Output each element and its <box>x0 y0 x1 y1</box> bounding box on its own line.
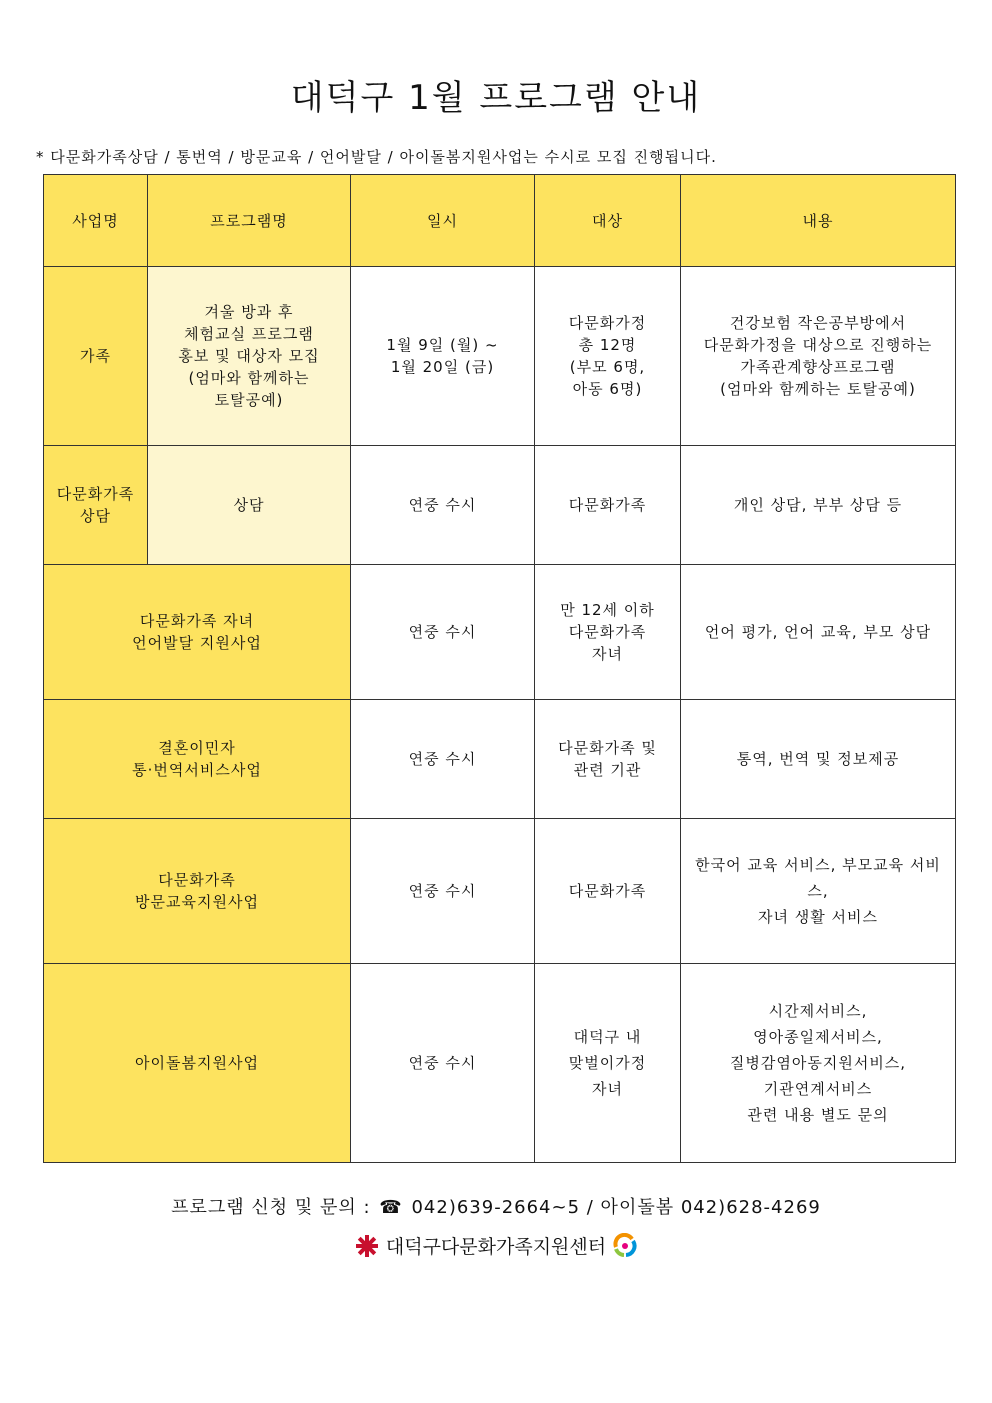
business-line: 방문교육지원사업 <box>135 893 259 911</box>
content-line: 영아종일제서비스, <box>753 1028 883 1046</box>
program-line: 체험교실 프로그램 <box>184 325 314 343</box>
page-title: 대덕구 1월 프로그램 안내 <box>290 78 702 118</box>
table-row <box>44 446 956 565</box>
content-line: 개인 상담, 부부 상담 등 <box>733 496 903 514</box>
table-row <box>44 964 956 1163</box>
header-target: 대상 <box>535 175 681 267</box>
target-line: (부모 6명, <box>569 358 646 376</box>
program-line: 토탈공예) <box>214 391 284 409</box>
business-line: 통·번역서비스사업 <box>132 761 262 779</box>
cell-date <box>351 700 535 819</box>
cell-target <box>535 565 681 700</box>
center-name: 대덕구다문화가족지원센터 <box>385 1236 607 1258</box>
inquiry-phone: 042)639-2664~5 / 아이돌봄 042)628-4269 <box>411 1197 821 1218</box>
target-line: 자녀 <box>592 645 623 663</box>
program-line: (엄마와 함께하는 <box>188 369 310 387</box>
target-line: 다문화가족 <box>568 496 647 514</box>
cell-content <box>681 267 956 446</box>
date-line: 연중 수시 <box>408 1054 477 1072</box>
program-table <box>43 174 956 1163</box>
content-line: 다문화가정을 대상으로 진행하는 <box>703 336 933 354</box>
table-header-row <box>44 175 956 267</box>
center-signature <box>0 1232 992 1259</box>
cell-date <box>351 964 535 1163</box>
cell-content <box>681 964 956 1163</box>
cell-business <box>44 267 148 446</box>
content-line: 통역, 번역 및 정보제공 <box>736 750 900 768</box>
program-line: 겨울 방과 후 <box>204 303 294 321</box>
table-row <box>44 267 956 446</box>
cell-business-program <box>44 700 351 819</box>
table-row <box>44 700 956 819</box>
target-line: 다문화가족 <box>568 623 647 641</box>
cell-business-program <box>44 565 351 700</box>
multicultural-center-logo-icon <box>612 1233 638 1259</box>
cell-business-program <box>44 819 351 964</box>
business-line: 결혼이민자 <box>158 739 236 757</box>
date-line: 연중 수시 <box>408 496 477 514</box>
business-line: 상담 <box>80 507 111 525</box>
table-row <box>44 565 956 700</box>
cell-business-program <box>44 964 351 1163</box>
cell-date <box>351 565 535 700</box>
cell-business <box>44 446 148 565</box>
target-line: 만 12세 이하 <box>560 601 655 619</box>
business-line: 언어발달 지원사업 <box>132 634 262 652</box>
content-line: 가족관계향상프로그램 <box>740 358 896 376</box>
cell-date <box>351 267 535 446</box>
program-line: 상담 <box>233 496 265 514</box>
target-line: 다문화가족 및 <box>558 739 657 757</box>
cell-date <box>351 819 535 964</box>
caritas-logo-icon <box>354 1233 380 1259</box>
date-line: 연중 수시 <box>408 882 477 900</box>
content-line: (엄마와 함께하는 토탈공예) <box>720 380 916 398</box>
cell-content <box>681 819 956 964</box>
cell-target <box>535 819 681 964</box>
cell-target <box>535 446 681 565</box>
content-line: 언어 평가, 언어 교육, 부모 상담 <box>704 623 932 641</box>
target-line: 관련 기관 <box>573 761 642 779</box>
header-program: 프로그램명 <box>148 175 351 267</box>
phone-icon: ☎ <box>379 1197 403 1218</box>
business-line: 아이돌봄지원사업 <box>135 1054 259 1072</box>
cell-program <box>148 267 351 446</box>
business-line: 다문화가족 <box>158 871 236 889</box>
target-line: 다문화가정 <box>568 314 647 332</box>
header-content: 내용 <box>681 175 956 267</box>
business-line: 다문화가족 자녀 <box>139 612 255 630</box>
content-line: 자녀 생활 서비스 <box>758 908 878 926</box>
content-line: 기관연계서비스 <box>763 1080 873 1098</box>
inquiry-footer <box>0 1193 992 1219</box>
cell-target <box>535 700 681 819</box>
cell-date <box>351 446 535 565</box>
target-line: 맞벌이가정 <box>568 1054 647 1072</box>
program-line: 홍보 및 대상자 모집 <box>178 347 320 365</box>
cell-target <box>535 964 681 1163</box>
date-line: 연중 수시 <box>408 623 477 641</box>
content-line: 시간제서비스, <box>768 1002 868 1020</box>
target-line: 다문화가족 <box>568 882 647 900</box>
target-line: 아동 6명) <box>572 380 643 398</box>
cell-content <box>681 565 956 700</box>
content-line: 질병감염아동지원서비스, <box>729 1054 907 1072</box>
target-line: 총 12명 <box>578 336 637 354</box>
business-line: 다문화가족 <box>56 485 135 503</box>
target-line: 대덕구 내 <box>573 1028 642 1046</box>
recruitment-notice: * 다문화가족상담 / 통번역 / 방문교육 / 언어발달 / 아이돌봄지원사업는 수시로 모집 진행됩니다. <box>36 148 717 166</box>
cell-target <box>535 267 681 446</box>
content-line: 관련 내용 별도 문의 <box>747 1106 889 1124</box>
business-name: 가족 <box>80 347 111 365</box>
date-line: 1월 9일 (월) ~ <box>386 336 499 354</box>
date-line: 1월 20일 (금) <box>390 358 495 376</box>
date-line: 연중 수시 <box>408 750 477 768</box>
cell-content <box>681 700 956 819</box>
target-line: 자녀 <box>592 1080 623 1098</box>
content-line: 건강보험 작은공부방에서 <box>729 314 907 332</box>
content-line: 한국어 교육 서비스, 부모교육 서비스, <box>695 856 941 900</box>
cell-content <box>681 446 956 565</box>
header-business: 사업명 <box>44 175 148 267</box>
cell-program <box>148 446 351 565</box>
inquiry-label: 프로그램 신청 및 문의 : <box>171 1197 371 1218</box>
header-date: 일시 <box>351 175 535 267</box>
table-row <box>44 819 956 964</box>
